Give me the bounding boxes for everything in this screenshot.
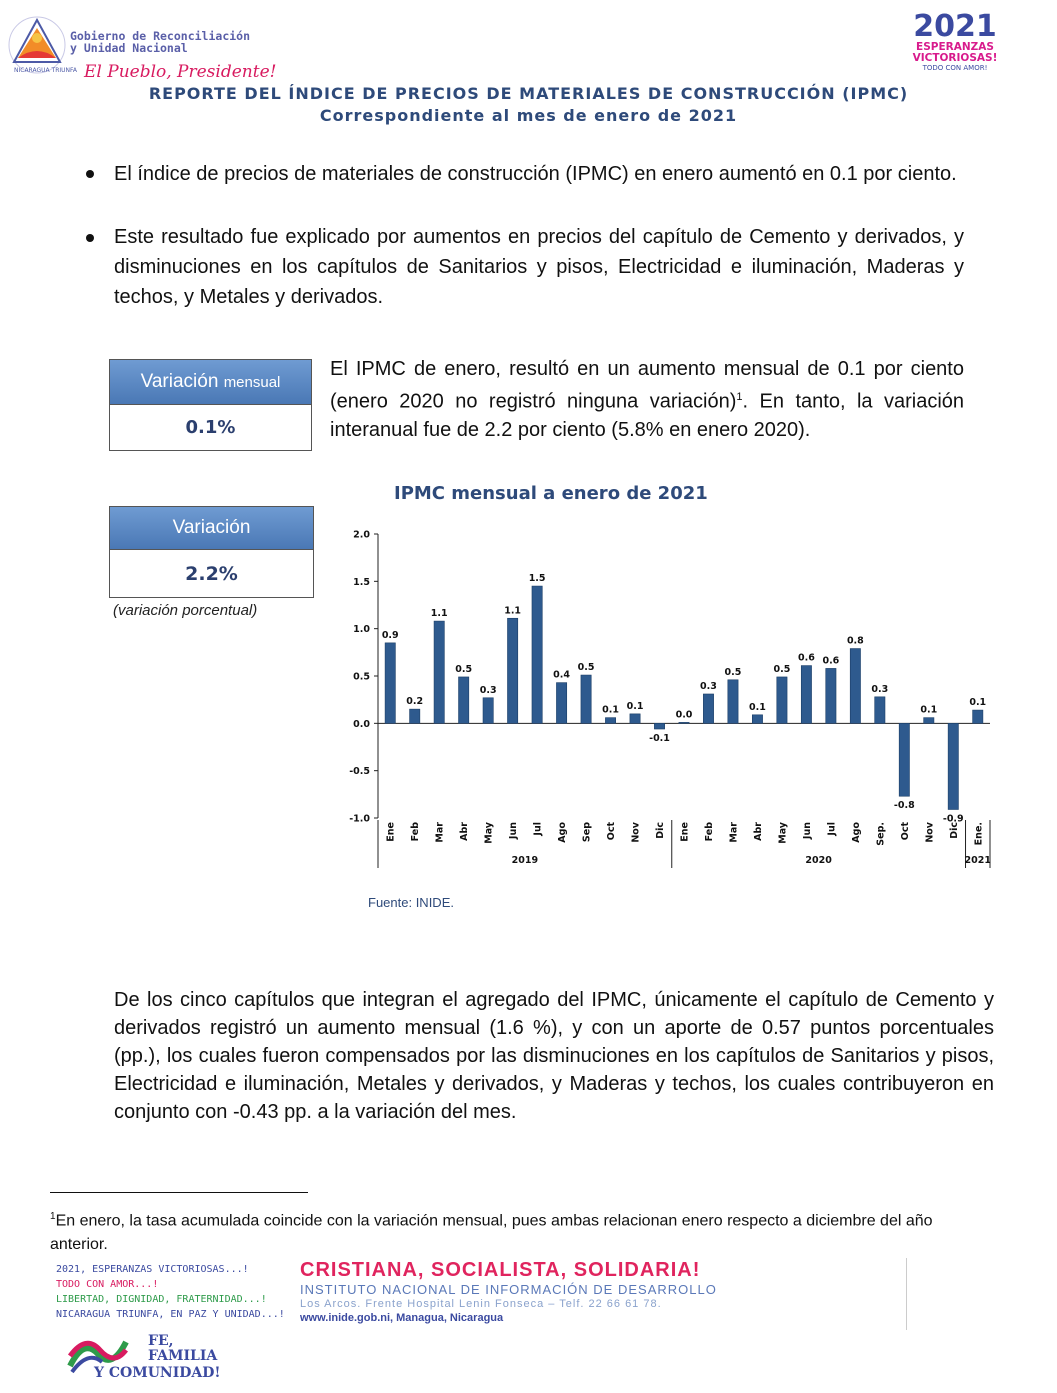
footer-slogans <box>56 1262 285 1322</box>
monthly-variation-header <box>109 359 312 405</box>
footer-slogan-3: LIBERTAD, DIGNIDAD, FRATERNIDAD...! <box>56 1294 267 1305</box>
annual-variation-note: (variación porcentual) <box>113 602 258 619</box>
data-label: 0.5 <box>724 666 742 678</box>
footer-slogan-2: TODO CON AMOR...! <box>56 1279 159 1290</box>
data-label: 0.1 <box>602 704 619 716</box>
logo-year: 2021 <box>913 9 997 44</box>
gov-name-line2: y Unidad Nacional <box>70 41 188 55</box>
y-tick-label: 1.5 <box>353 576 370 588</box>
fe-line3: Y COMUNIDAD! <box>94 1365 221 1381</box>
triangle-emblem-icon <box>6 14 78 76</box>
monthly-paragraph <box>330 355 964 444</box>
year-label: 2020 <box>805 855 832 866</box>
bar <box>581 675 591 723</box>
category-label: Dic <box>948 822 960 839</box>
footer-slogan-4: NICARAGUA TRIUNFA, EN PAZ Y UNIDAD...! <box>56 1309 285 1320</box>
bullet-text-1: El índice de precios de materiales de construcción (IPMC) en enero aumentó en 0.1 por ciento. <box>114 163 957 185</box>
data-label: 1.1 <box>430 608 448 620</box>
bar <box>899 723 909 796</box>
institute-address: Los Arcos. Frente Hospital Lenin Fonseca – Telf. 22 66 61 78. <box>300 1298 662 1310</box>
bar <box>924 718 934 724</box>
chart-title: IPMC mensual a enero de 2021 <box>394 483 708 504</box>
data-label: 0.5 <box>455 663 473 675</box>
data-label: 0.3 <box>479 684 497 696</box>
bar <box>532 586 542 723</box>
category-label: Feb <box>703 822 715 842</box>
data-label: 1.5 <box>528 573 546 585</box>
footnote-divider <box>50 1192 308 1193</box>
category-label: Dic <box>655 822 667 839</box>
bar <box>410 709 420 723</box>
inide-banner <box>290 1258 907 1330</box>
category-label: Jul <box>532 822 544 836</box>
category-label: Abr <box>459 822 471 841</box>
bullet-dot <box>86 170 94 178</box>
category-label: Mar <box>434 822 446 843</box>
annual-variation-box <box>109 506 314 598</box>
annual-variation-header: Variación <box>109 506 314 550</box>
data-label: 0.5 <box>773 663 791 675</box>
category-label: Sep <box>581 822 593 843</box>
category-label: May <box>777 822 789 844</box>
monthly-variation-box <box>109 359 312 451</box>
bar <box>434 621 444 723</box>
bar <box>801 666 811 724</box>
bar <box>973 710 983 723</box>
y-tick-label: 2.0 <box>353 529 370 541</box>
data-label: 1.1 <box>504 605 522 617</box>
footer-slogan-1: 2021, ESPERANZAS VICTORIOSAS...! <box>56 1264 249 1275</box>
data-label: 0.9 <box>381 629 399 641</box>
logo-line3: TODO CON AMOR! <box>922 64 988 72</box>
data-label: 0.1 <box>920 704 938 716</box>
y-tick-label: -0.5 <box>349 766 370 778</box>
slogan: El Pueblo, Presidente! <box>84 62 277 82</box>
data-label: 0.1 <box>749 701 766 713</box>
report-subtitle: Correspondiente al mes de enero de 2021 <box>319 106 738 125</box>
monthly-variation-value: 0.1% <box>109 405 312 451</box>
bar <box>385 643 395 723</box>
category-label: Ene <box>385 822 397 842</box>
bar <box>752 715 762 724</box>
bullet-dot <box>86 234 94 242</box>
fe-line1: FE, <box>148 1333 174 1349</box>
logo-line1: ESPERANZAS <box>916 41 994 53</box>
data-label: 0.0 <box>675 709 693 721</box>
category-label: Ene <box>679 822 691 842</box>
report-title: REPORTE DEL ÍNDICE DE PRECIOS DE MATERIALES DE CONSTRUCCIÓN (IPMC) <box>148 84 909 103</box>
bar <box>875 697 885 724</box>
footnote-number: 1 <box>50 1211 56 1222</box>
fe-line2: FAMILIA <box>148 1348 218 1364</box>
category-label: Nov <box>924 822 936 843</box>
institute-web: www.inide.gob.ni, Managua, Nicaragua <box>300 1312 504 1324</box>
bar <box>728 680 738 724</box>
svg-text:NICARAGUA TRIUNFA: NICARAGUA TRIUNFA <box>14 67 78 74</box>
category-label: Oct <box>899 822 911 841</box>
footnote <box>50 1205 950 1257</box>
data-label: 0.5 <box>577 662 595 674</box>
bar <box>703 694 713 723</box>
data-label: -0.8 <box>893 800 915 812</box>
data-label: -0.9 <box>942 813 964 825</box>
y-tick-label: 0.5 <box>353 671 370 683</box>
logo-line2: VICTORIOSAS! <box>912 52 998 64</box>
bar <box>654 723 664 729</box>
category-label: Jun <box>801 822 813 840</box>
data-label: 0.6 <box>822 655 840 667</box>
bar <box>948 723 958 809</box>
data-label: 0.3 <box>700 680 717 692</box>
data-label: 0.3 <box>871 683 889 695</box>
data-label: 0.1 <box>969 697 987 709</box>
category-label: Ago <box>557 822 569 843</box>
year-label: 2019 <box>511 855 539 866</box>
monthly-label-small: mensual <box>223 373 281 391</box>
category-label: May <box>483 822 495 844</box>
category-label: Jul <box>826 822 838 836</box>
banner-title: CRISTIANA, SOCIALISTA, SOLIDARIA! <box>300 1259 701 1281</box>
bullet-text-2: Este resultado fue explicado por aumentos en precios del capítulo de Cemento y derivados, y disminuciones en los capítulos de Sanitarios y pisos, Electricidad e iluminación, Maderas y techos, y Metales y derivados. <box>114 226 964 308</box>
bar <box>556 683 566 724</box>
monthly-paragraph-b: . En tanto, la variación interanual fue de 2.2 por ciento (5.8% en enero 2020). <box>330 390 965 441</box>
gov-name-line1: Gobierno de Reconciliación <box>70 29 251 43</box>
category-label: Sep. <box>875 822 887 846</box>
esperanzas-logo <box>900 9 1010 74</box>
bar <box>826 668 836 723</box>
government-logo <box>6 14 286 80</box>
bar <box>507 618 517 723</box>
monthly-label-main: Variación <box>140 371 219 392</box>
y-tick-label: 0.0 <box>353 718 370 730</box>
footnote-text: En enero, la tasa acumulada coincide con la variación mensual, pues ambas relacionan enero respecto a diciembre del año anterior. <box>50 1212 933 1254</box>
footnote-ref: 1 <box>736 391 743 403</box>
data-label: 0.8 <box>846 635 864 647</box>
data-label: 0.6 <box>797 652 815 664</box>
bar <box>679 722 689 723</box>
bar <box>777 677 787 723</box>
y-tick-label: 1.0 <box>353 624 370 636</box>
bar <box>630 714 640 723</box>
category-label: Abr <box>752 822 764 841</box>
y-tick-label: -1.0 <box>349 813 370 825</box>
monthly-paragraph-a: El IPMC de enero, resultó en un aumento mensual de 0.1 por ciento (enero 2020 no registró ninguna variación) <box>330 358 964 413</box>
year-label: 2021 <box>964 855 991 866</box>
category-label: Mar <box>728 822 740 843</box>
category-label: Ago <box>850 822 862 843</box>
bar <box>459 677 469 723</box>
annual-variation-value: 2.2% <box>109 550 314 598</box>
ipmc-bar-chart <box>330 520 1000 870</box>
data-label: 0.4 <box>553 669 571 681</box>
category-label: Oct <box>606 822 618 841</box>
data-label: 0.1 <box>626 700 644 712</box>
category-label: Ene. <box>973 822 985 846</box>
category-label: Jun <box>508 822 520 840</box>
chapters-paragraph: De los cinco capítulos que integran el agregado del IPMC, únicamente el capítulo de Cemento y derivados registró un aumento mensual (1.6 %), y con un aporte de 0.57 puntos porcentuales (pp.), los cuales fueron compensados por las disminuciones en los capítulos de Sanitarios y pisos, Electricidad e iluminación, Metales y derivados, y Maderas y techos, los cuales contribuyeron en conjunto con -0.43 pp. a la variación del mes. <box>114 989 994 1123</box>
data-label: 0.2 <box>406 696 424 708</box>
institute-name: INSTITUTO NACIONAL DE INFORMACIÓN DE DESARROLLO <box>300 1282 717 1297</box>
bar <box>850 649 860 724</box>
data-label: -0.1 <box>649 733 670 745</box>
category-label: Nov <box>630 822 642 843</box>
fe-familia-logo <box>68 1334 248 1390</box>
chart-source: Fuente: INIDE. <box>368 895 454 910</box>
bar <box>605 718 615 724</box>
bar <box>483 698 493 724</box>
category-label: Feb <box>410 822 422 842</box>
